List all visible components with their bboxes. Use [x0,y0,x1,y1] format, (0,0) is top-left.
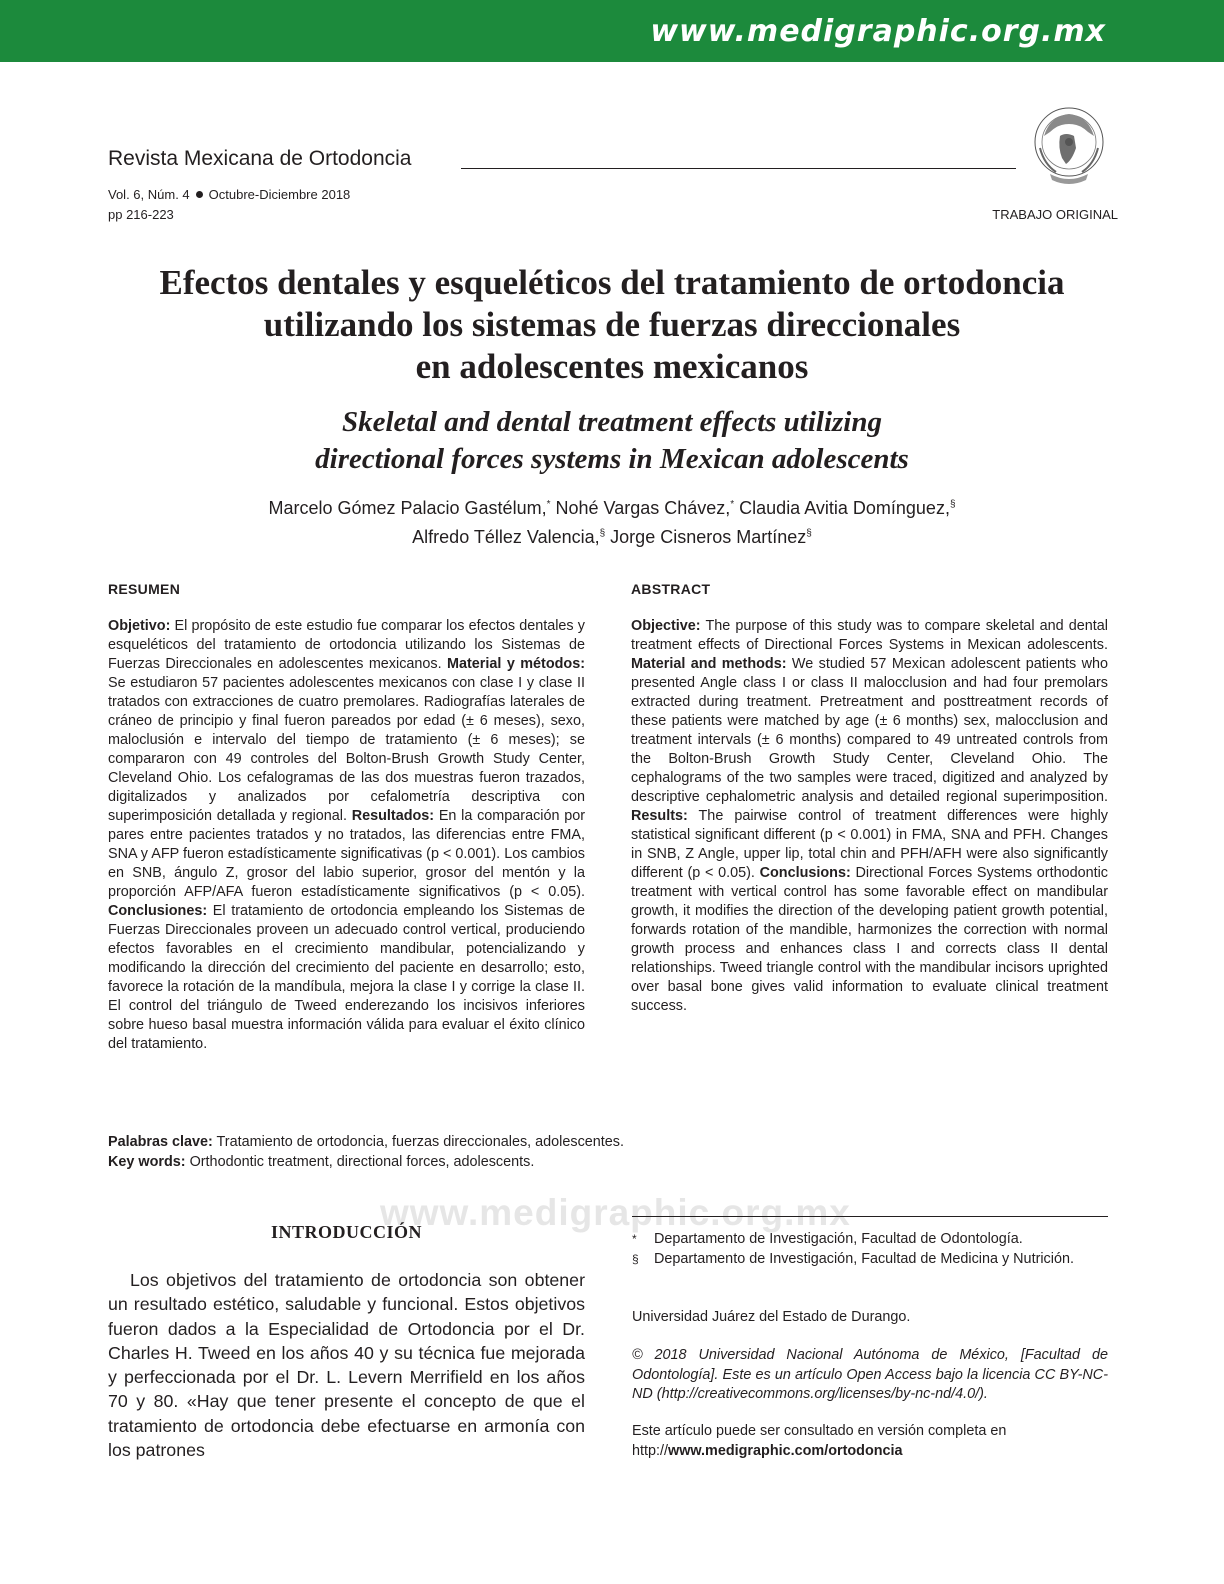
journal-header-rule [461,168,1016,169]
resumen-label: Objetivo: [108,618,171,634]
resumen-text [108,617,585,1054]
footnote-item [632,1230,1108,1250]
banner-site-url[interactable]: www.medigraphic.org.mx [650,14,1106,49]
abstract-body: The purpose of this study was to compare skeletal and dental treatment effects of Directional Forces Systems in Mexican adolescents. [631,618,1108,653]
keywords-english [108,1153,1108,1173]
keywords-label: Palabras clave: [108,1134,213,1150]
footnote-rule [632,1216,1108,1217]
watermark: www.medigraphic.org.mx [380,1192,851,1233]
volume-number: Vol. 6, Núm. 4 [108,187,190,202]
footnote-mark: * [632,1232,637,1246]
author-line [112,521,1112,550]
keywords-label: Key words: [108,1153,186,1170]
abstract-body: We studied 57 Mexican adolescent patients who presented Angle class I or class II malocclusion and had four premolars extracted during treatment. Pretreatment and posttreatment records of these patients were matched by age (± 6 months) sex, malocclusion and treatment intervals (± 6 months) compared to 49 untreated controls from the Bolton-Brush Growth Study Center, Cleveland Ohio. The cephalograms of the two samples were traced, digitized and analyzed by descriptive cephalometric analysis and detailed regional superimposition. [631,656,1108,805]
article-type: TRABAJO ORIGINAL [992,207,1118,222]
title-english [112,404,1112,478]
online-url-prefix: http:// [632,1442,668,1459]
bullet-separator [196,191,203,198]
affiliation-mark: § [949,499,956,510]
page-range: pp 216-223 [108,207,174,222]
resumen-label: Conclusiones: [108,903,208,919]
author-name: Nohé Vargas Chávez, [550,498,731,518]
affiliation-mark: § [599,528,606,539]
resumen-heading: RESUMEN [108,581,181,597]
top-banner [0,0,1224,62]
online-text: Este artículo puede ser consultado en versión completa en [632,1423,1007,1439]
volume-issue [108,187,350,202]
journal-name: Revista Mexicana de Ortodoncia [108,147,412,170]
affiliation-mark: * [730,499,735,510]
resumen-label: Resultados: [351,808,435,824]
keywords-spanish [108,1133,1108,1153]
keywords-text: Tratamiento de ortodoncia, fuerzas direccionales, adolescentes. [212,1134,624,1150]
online-url-link[interactable]: www.medigraphic.com/ortodoncia [668,1442,903,1459]
subtitle-line: Skeletal and dental treatment effects utilizing [342,406,882,438]
title-line: Efectos dentales y esqueléticos del tratamiento de ortodoncia [159,263,1065,302]
abstract-body: Directional Forces Systems orthodontic treatment with vertical control has some favorable effect on mandibular growth, it modifies the direction of the developing patient growth potential, forwards rotation of the mandible, harmonizes the correction with normal growth process and enhances class I and corrects class II dental relationships. Tweed triangle control with the mandibular incisors uprighted over basal bone gives valid information to evaluate clinical treatment success. [631,865,1108,1014]
resumen-label: Material y métodos: [447,656,585,672]
subtitle-line: directional forces systems in Mexican adolescents [315,443,909,475]
author-name: Marcelo Gómez Palacio Gastélum, [268,498,547,518]
resumen-body: El propósito de este estudio fue comparar los efectos dentales y esqueléticos del tratamiento de ortodoncia utilizando los Sistemas de Fuerzas Direccionales en adolescentes mexicanos. [108,618,585,672]
abstract-label: Objective: [631,618,701,634]
keywords-text: Orthodontic treatment, directional forces, adolescents. [185,1153,535,1170]
footnote-text: Departamento de Investigación, Facultad de Medicina y Nutrición. [654,1251,1074,1267]
online-availability [632,1422,1108,1461]
abstract-label: Conclusions: [759,865,851,881]
footnote-item [632,1250,1108,1270]
title-line: utilizando los sistemas de fuerzas direccionales [263,305,961,344]
abstract-label: Results: [631,808,688,824]
resumen-body: El tratamiento de ortodoncia empleando los Sistemas de Fuerzas Direccionales proveen un adecuado control vertical, produciendo efectos favorables en el crecimiento mandibular, potencializando y modificando la dirección del crecimiento del paciente en desarrollo; esto, favorece la rotación de la mandíbula, mejora la clase I y corrige la clase II. El control del triángulo de Tweed enderezando los incisivos inferiores sobre hueso basal muestra información válida para evaluar el éxito clínico del tratamiento. [108,903,585,1052]
abstract-heading: ABSTRACT [631,581,711,597]
affiliation-mark: * [546,499,551,510]
footnote-text: Departamento de Investigación, Facultad de Odontología. [654,1231,1023,1247]
abstract-label: Material and methods: [631,656,787,672]
title-line: en adolescentes mexicanos [415,347,809,386]
title-spanish [112,262,1112,388]
author-list [112,492,1112,550]
license-notice: © 2018 Universidad Nacional Autónoma de México, [Facultad de Odontología]. Este es un artículo Open Access bajo la licencia CC BY-NC-ND (http://creativecommons.org/licenses/by-nc-nd/4.0/). [632,1347,1108,1402]
abstract-text [631,617,1108,1016]
intro-heading: INTRODUCCIÓN [270,1222,422,1242]
intro-paragraph: Los objetivos del tratamiento de ortodoncia son obtener un resultado estético, saludable y funcional. Estos objetivos fueron dados a la Especialidad de Ortodoncia por el Dr. Charles H. Tweed en los años 40 y su técnica fue mejorada y perfeccionada por el Dr. L. Levern Merrifield en los años 70 y 80. «Hay que tener presente el concepto de que el tratamiento de ortodoncia debe efectuarse en armonía con los patrones [108,1270,585,1461]
author-name: Alfredo Téllez Valencia, [412,527,600,547]
affiliation-mark: § [806,528,812,539]
abstract-body: The pairwise control of treatment differences were highly statistical significant different (p < 0.001) in FMA, SNA and PFH. Changes in SNB, Z Angle, upper lip, total chin and PFH/AFH were also significantly different (p < 0.05). [631,808,1108,881]
resumen-body: En la comparación por pares entre pacientes tratados y no tratados, las diferencias entre FMA, SNA y AFP fueron estadísticamente significativas (p < 0.001). Los cambios en SNB, ángulo Z, grosor del labio superior, grosor del mentón y la proporción AFP/AFA fueron estadísticamente significativos (p < 0.05). [108,808,585,900]
university-affiliation: Universidad Juárez del Estado de Durango. [632,1309,911,1325]
footnote-mark: § [632,1252,639,1266]
online-url[interactable] [632,1442,1108,1462]
author-name: Jorge Cisneros Martínez [605,527,807,547]
university-crest-icon [1030,102,1108,190]
resumen-body: Se estudiaron 57 pacientes adolescentes mexicanos con clase I y clase II tratados con extracciones de cuatro premolares. Radiografías laterales de cráneo de principio y final fueron pareados por edad (± 6 meses), sexo, maloclusión e intervalo del tiempo de tratamiento (± 6 meses); se compararon con 49 controles del Bolton-Brush Growth Study Center, Cleveland Ohio. Los cefalogramas de las dos muestras fueron trazados, digitalizados y analizados por cefalometría descriptiva con superimposición detallada y regional. [108,675,585,824]
issue-date: Octubre-Diciembre 2018 [208,187,351,202]
keywords-block [108,1133,1108,1172]
author-line [112,492,1112,521]
author-name: Claudia Avitia Domínguez, [734,498,950,518]
